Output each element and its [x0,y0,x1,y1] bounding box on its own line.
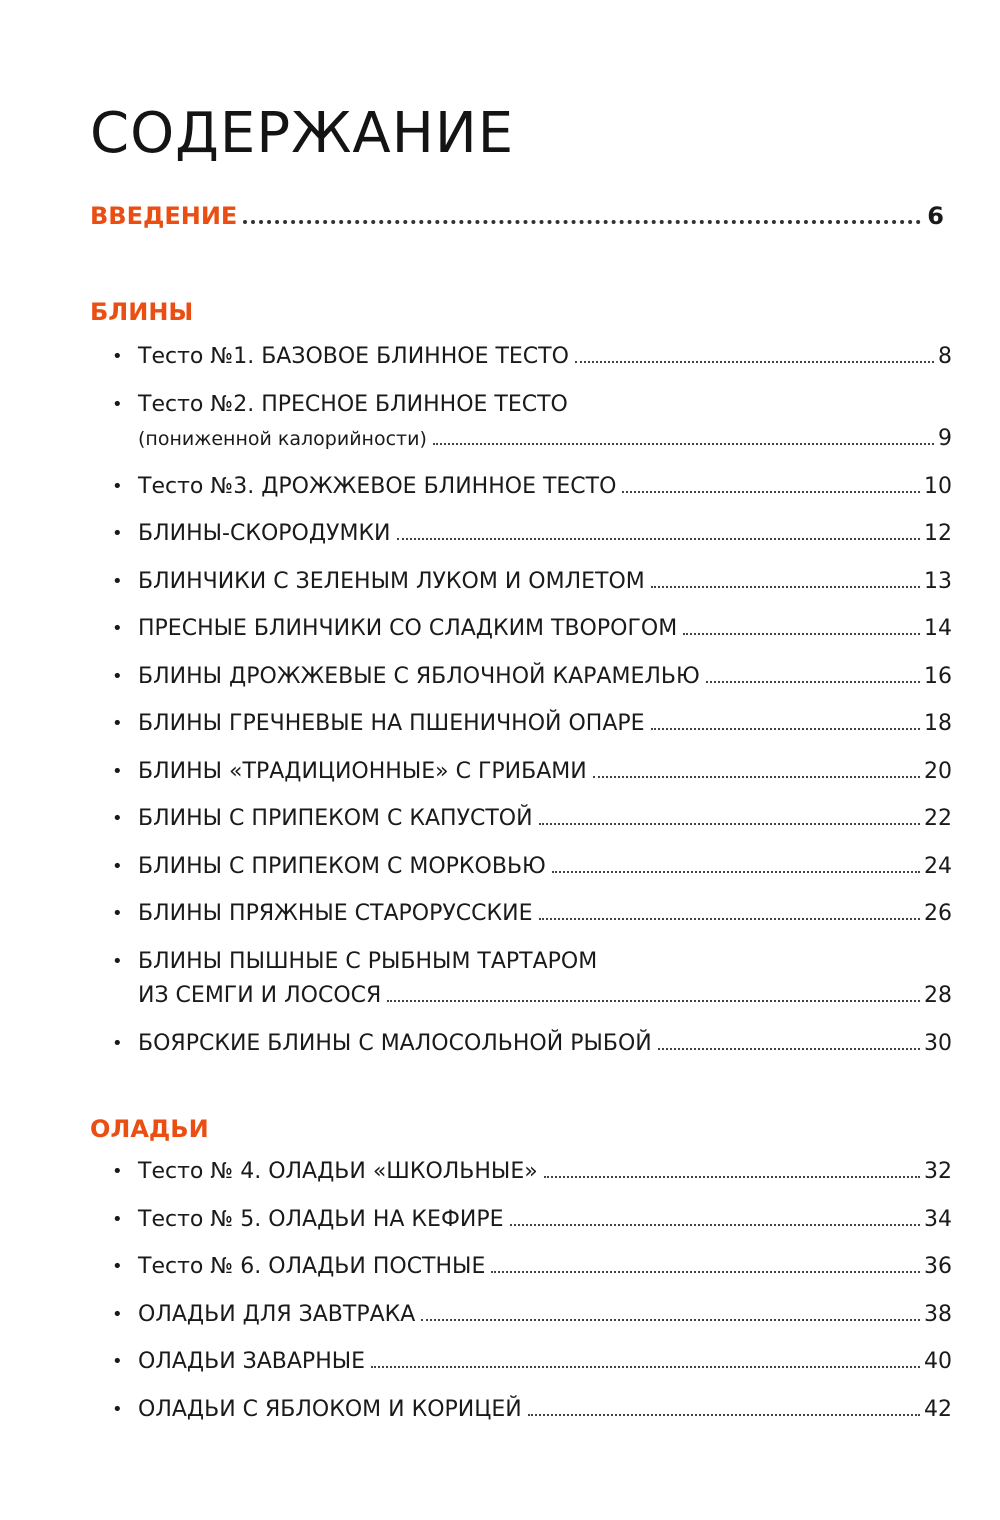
entry-page-number: 12 [924,521,952,546]
entry-subtitle: (пониженной калорийности) [138,428,427,450]
dot-leader [658,1048,920,1050]
entry-title: Тесто №1. БАЗОВОЕ БЛИННОЕ ТЕСТО [138,344,569,369]
entry-page-number: 32 [924,1159,952,1184]
entry-title: Тесто №2. ПРЕСНОЕ БЛИННОЕ ТЕСТО [138,392,568,417]
toc-entry[interactable] [112,755,952,789]
bullet: • [112,808,123,829]
bullet: • [112,951,123,972]
entry-page-number: 13 [924,569,952,594]
bullet: • [112,713,123,734]
entry-title: БЛИНЫ ПЫШНЫЕ С РЫБНЫМ ТАРТАРОМ [138,949,598,974]
entry-page-number: 38 [924,1302,952,1327]
bullet: • [112,571,123,592]
dot-leader [387,1000,920,1002]
dot-leader [539,823,920,825]
entry-page-number: 34 [924,1207,952,1232]
dot-leader [528,1414,920,1416]
dot-leader [706,681,920,683]
section-heading: ОЛАДЬИ [90,1115,209,1143]
toc-entry[interactable] [112,1345,952,1379]
entry-title: Тесто № 5. ОЛАДЬИ НА КЕФИРЕ [138,1207,504,1232]
bullet: • [112,523,123,544]
entry-page-number: 10 [924,474,952,499]
bullet: • [112,1256,123,1277]
entry-page-number: 8 [938,344,952,369]
entry-page-number: 9 [938,426,952,451]
bullet: • [112,346,123,367]
bullet: • [112,666,123,687]
bullet: • [112,1351,123,1372]
entry-page-number: 26 [924,901,952,926]
bullet: • [112,903,123,924]
entry-page-number: 20 [924,759,952,784]
dot-leader [491,1271,920,1273]
entry-page-number: 36 [924,1254,952,1279]
entry-title: БЛИНЫ С ПРИПЕКОМ С МОРКОВЬЮ [138,854,546,879]
toc-entry[interactable] [112,1298,952,1332]
entry-title-continued: ИЗ СЕМГИ И ЛОСОСЯ [138,983,382,1008]
entry-title: БЛИНЫ-СКОРОДУМКИ [138,521,391,546]
bullet: • [112,761,123,782]
bullet: • [112,1033,123,1054]
toc-entry[interactable] [112,517,952,551]
bullet: • [112,1209,123,1230]
toc-entry[interactable] [112,1203,952,1237]
toc-entry[interactable] [112,612,952,646]
entry-title: БЛИНЫ ПРЯЖНЫЕ СТАРОРУССКИЕ [138,901,533,926]
entry-title: БЛИНЫ С ПРИПЕКОМ С КАПУСТОЙ [138,806,533,831]
toc-entry[interactable] [112,340,952,374]
entry-title: ОЛАДЬИ ДЛЯ ЗАВТРАКА [138,1302,416,1327]
entry-page-number: 24 [924,854,952,879]
entry-page-number: 18 [924,711,952,736]
page-title: СОДЕРЖАНИЕ [90,100,515,166]
dot-leader [544,1176,920,1178]
entry-title: Тесто № 6. ОЛАДЬИ ПОСТНЫЕ [138,1254,486,1279]
section-heading: БЛИНЫ [90,298,194,326]
entry-title: ОЛАДЬИ ЗАВАРНЫЕ [138,1349,366,1374]
entry-title: БОЯРСКИЕ БЛИНЫ С МАЛОСОЛЬНОЙ РЫБОЙ [138,1031,652,1056]
bullet: • [112,1399,123,1420]
dot-leader [397,538,920,540]
dot-leader [371,1366,920,1368]
entry-title: БЛИНЫ ГРЕЧНЕВЫЕ НА ПШЕНИЧНОЙ ОПАРЕ [138,711,645,736]
entry-title: БЛИНЫ «ТРАДИЦИОННЫЕ» С ГРИБАМИ [138,759,587,784]
dot-leader [651,586,920,588]
entry-title: ПРЕСНЫЕ БЛИНЧИКИ СО СЛАДКИМ ТВОРОГОМ [138,616,678,641]
toc-entry[interactable] [112,1027,952,1061]
toc-entry[interactable] [112,565,952,599]
toc-entry[interactable] [112,1393,952,1427]
bullet: • [112,618,123,639]
toc-entry-intro[interactable] [90,202,944,230]
bullet: • [112,394,123,415]
dot-leader [433,443,934,445]
toc-entry[interactable] [112,850,952,884]
bullet: • [112,1304,123,1325]
section-oladi [90,1115,952,1422]
entry-page-number: 28 [924,983,952,1008]
entry-page-number: 42 [924,1397,952,1422]
entry-title: Тесто №3. ДРОЖЖЕВОЕ БЛИННОЕ ТЕСТО [138,474,617,499]
dot-leader [575,361,934,363]
intro-label: ВВЕДЕНИЕ [90,202,238,230]
entry-page-number: 14 [924,616,952,641]
bullet: • [112,856,123,877]
dot-leader [552,871,920,873]
entry-page-number: 30 [924,1031,952,1056]
toc-entry[interactable] [112,897,952,931]
dot-leader [683,633,920,635]
toc-entry[interactable] [112,388,952,456]
entry-title: БЛИНЧИКИ С ЗЕЛЕНЫМ ЛУКОМ И ОМЛЕТОМ [138,569,645,594]
dot-leader [421,1319,920,1321]
entry-title: ОЛАДЬИ С ЯБЛОКОМ И КОРИЦЕЙ [138,1397,522,1422]
entry-page-number: 40 [924,1349,952,1374]
toc-entry[interactable] [112,660,952,694]
toc-entry[interactable] [112,945,952,1013]
dot-leader [651,728,920,730]
entry-page-number: 22 [924,806,952,831]
bullet: • [112,1161,123,1182]
dot-leader [510,1224,920,1226]
toc-entry[interactable] [112,470,952,504]
toc-entry[interactable] [112,707,952,741]
entry-title: БЛИНЫ ДРОЖЖЕВЫЕ С ЯБЛОЧНОЙ КАРАМЕЛЬЮ [138,664,700,689]
toc-entry[interactable] [112,1155,952,1189]
dot-leader [539,918,921,920]
entry-page-number: 16 [924,664,952,689]
toc-entry[interactable] [112,802,952,836]
dot-leader [243,220,921,224]
toc-entry[interactable] [112,1250,952,1284]
dot-leader [622,491,920,493]
bullet: • [112,476,123,497]
intro-page-number: 6 [927,202,944,230]
dot-leader [593,776,920,778]
section-bliny [90,298,952,1056]
entry-title: Тесто № 4. ОЛАДЬИ «ШКОЛЬНЫЕ» [138,1159,538,1184]
